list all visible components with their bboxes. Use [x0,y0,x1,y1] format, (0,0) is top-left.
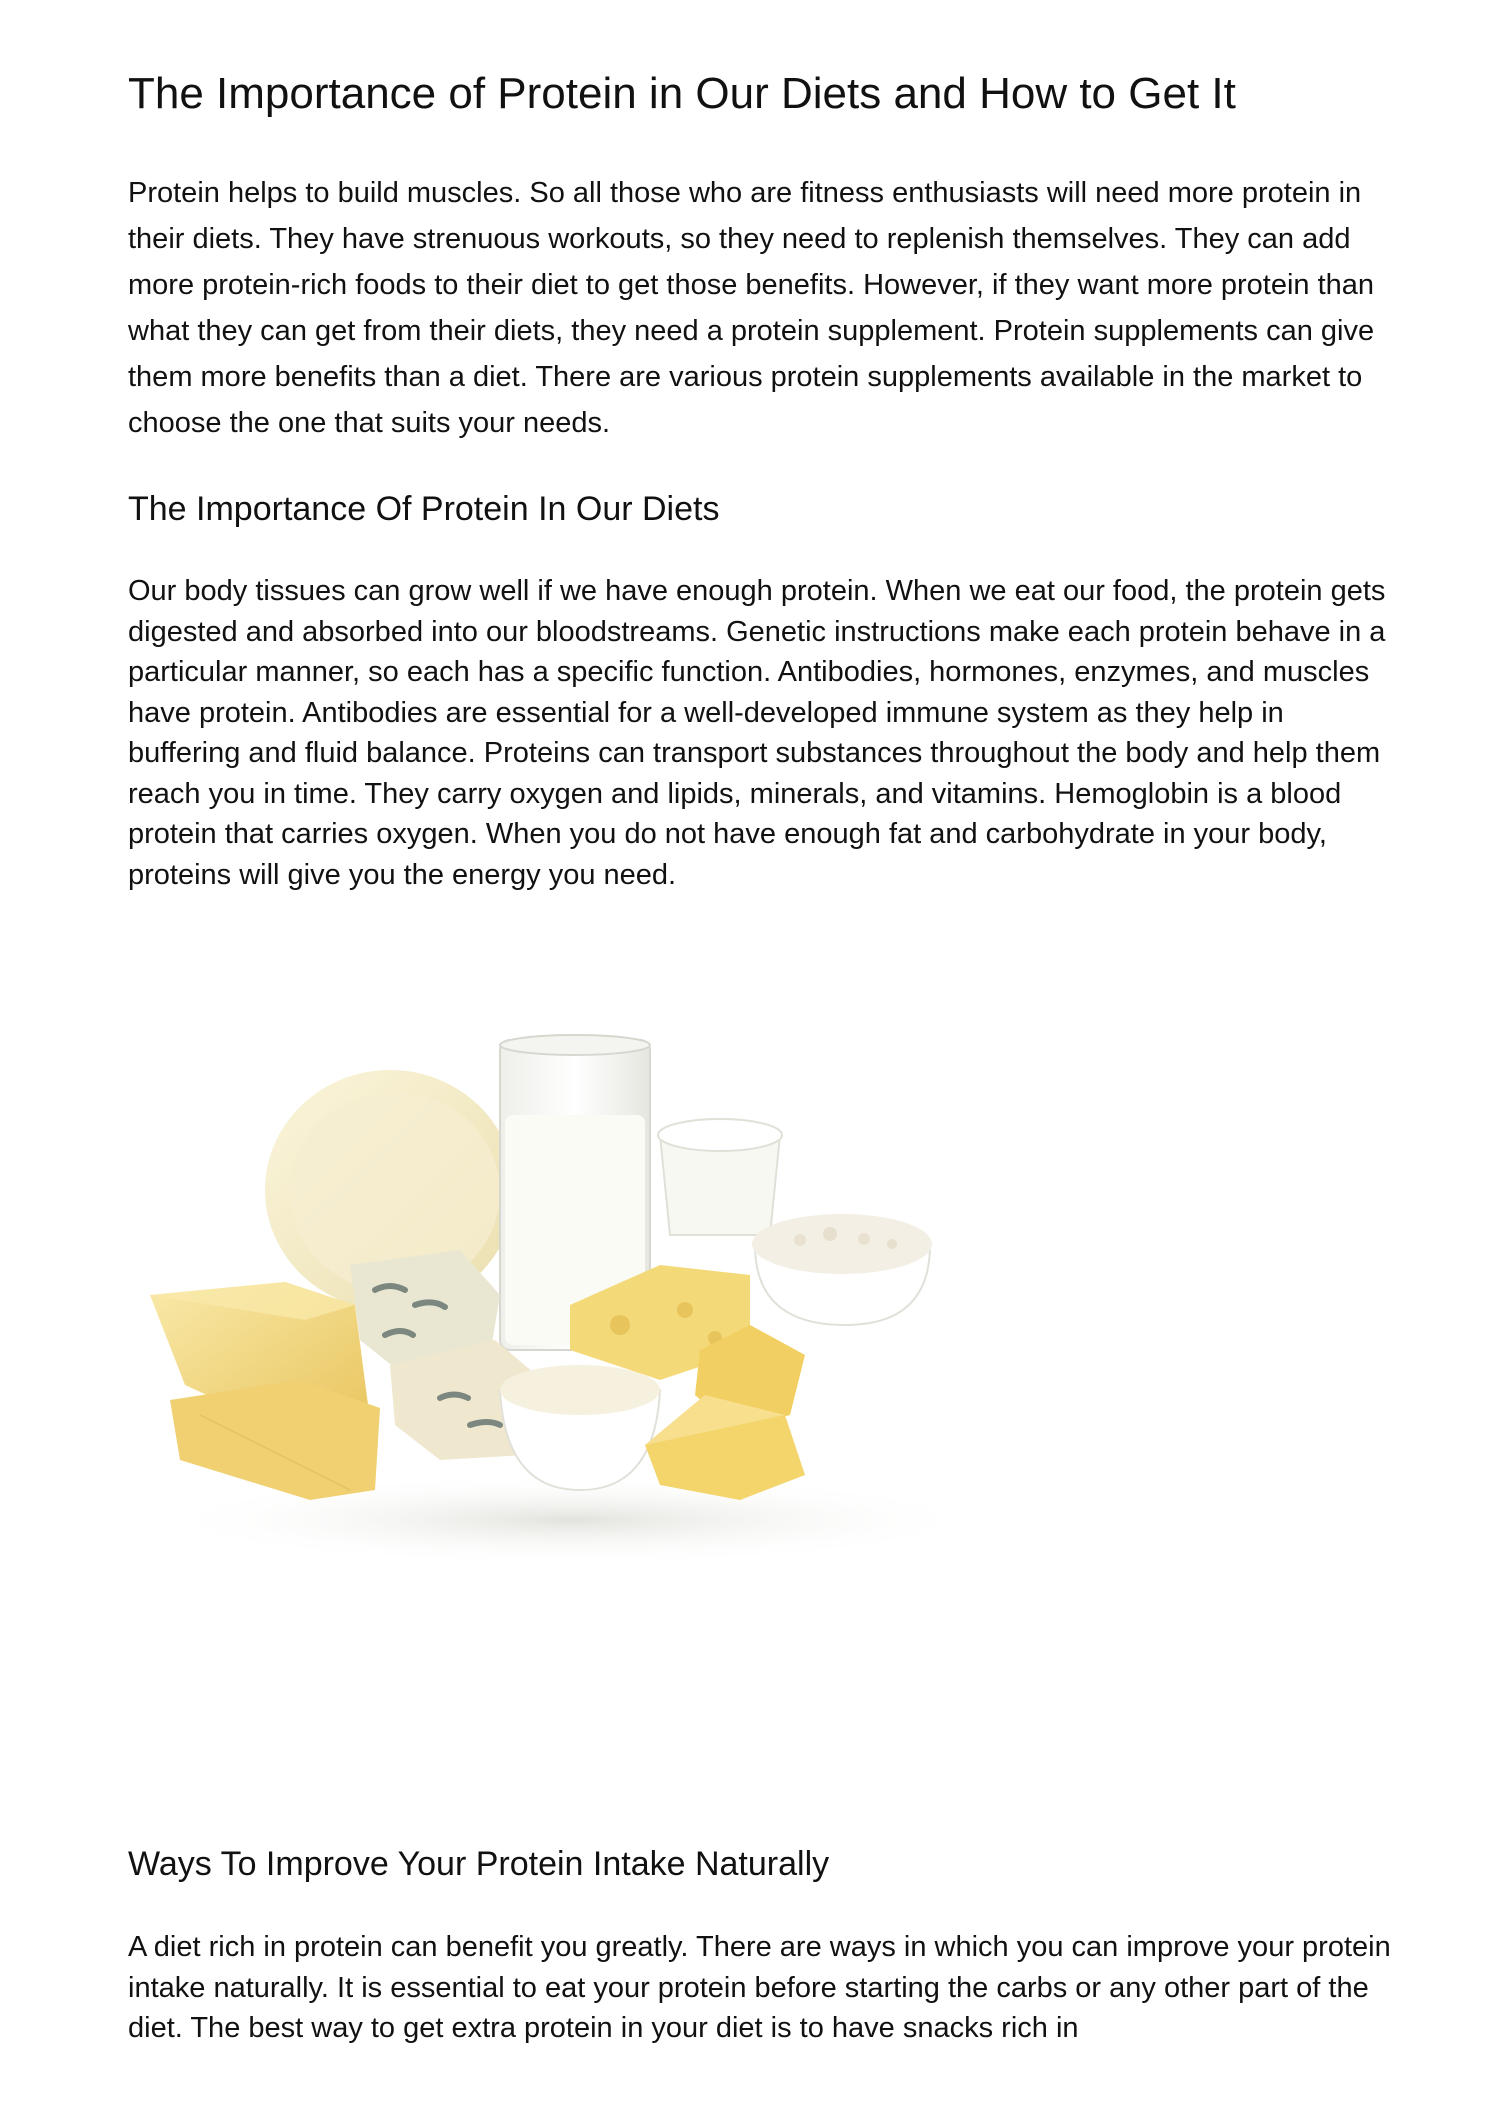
cottage-cheese-bowl [752,1214,932,1325]
intro-paragraph: Protein helps to build muscles. So all those who are fitness enthusiasts will need more protein in their diets. They have strenuous workouts, so they need to replenish themselves. They can add more protein-rich foods to their diet to get those benefits. However, if they want more protein than what they can get from their diets, they need a protein supplement. Protein supplements can give them more benefits than a diet. There are various protein supplements available in the market to choose the one that suits your needs. [128,177,1375,439]
cheese-slab-left [170,1380,380,1500]
dairy-products-illustration [140,1020,1040,1580]
page-title: The Importance of Protein in Our Diets and How to Get It [128,69,1236,118]
section-body-importance: Our body tissues can grow well if we have enough protein. When we eat our food, the protein gets digested and absorbed into our bloodstreams. Genetic instructions make each protein behave in a particular manner, so each has a specific function. Antibodies, hormones, enzymes, and muscles have protein. Antibodies are essential for a well-developed immune system as they help in buffering and fluid balance. Proteins can transport substances throughout the body and help them reach you in time. They carry oxygen and lipids, minerals, and vitamins. Hemoglobin is a blood protein that carries oxygen. When you do not have enough fat and carbohydrate in your body, proteins will give you the energy you need. [128,575,1386,891]
section-heading-importance: The Importance Of Protein In Our Diets [128,490,720,528]
yogurt-cup [658,1119,782,1235]
section-body-ways: A diet rich in protein can benefit you greatly. There are ways in which you can improve your protein intake naturally. It is essential to eat your protein before starting the carbs or any other part of the diet. The best way to get extra protein in your diet is to have snacks rich in [128,1931,1391,2044]
dairy-products-image [140,1020,1040,1580]
section-heading-ways: Ways To Improve Your Protein Intake Naturally [128,1845,830,1883]
sour-cream-bowl [500,1365,660,1490]
